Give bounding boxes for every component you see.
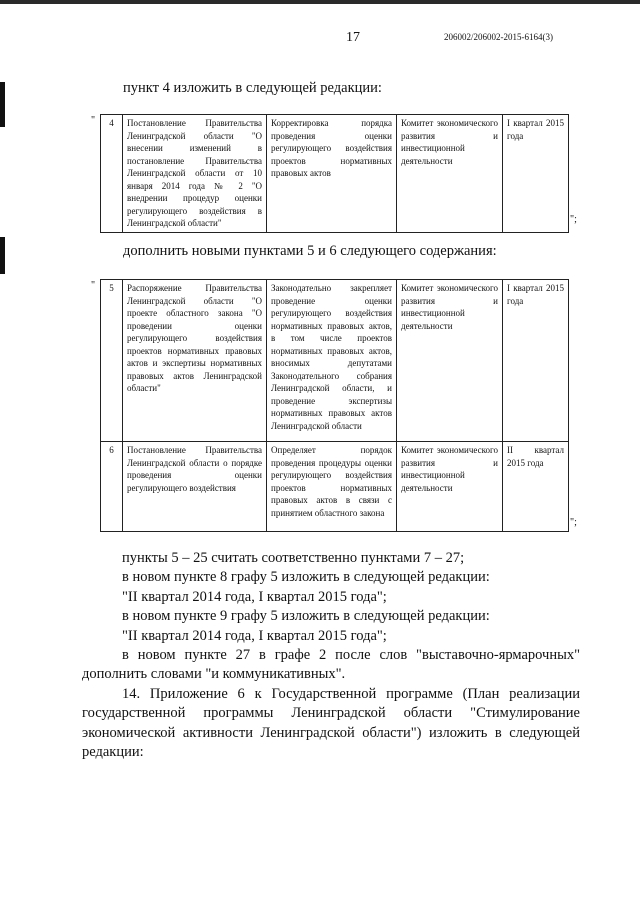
- cell-deadline: I квартал 2015 года: [503, 115, 569, 233]
- document-id: 206002/206002-2015-6164(3): [444, 32, 553, 42]
- paragraph: "II квартал 2014 года, I квартал 2015 года";: [122, 627, 387, 644]
- section2-heading: дополнить новыми пунктами 5 и 6 следующего содержания:: [123, 243, 497, 259]
- cell-number: 5: [101, 280, 123, 442]
- paragraph: в новом пункте 27 в графе 2 после слов "выставочно-ярмарочных" дополнить словами "и коммуникативных".: [82, 647, 580, 683]
- paragraph: 14. Приложение 6 к Государственной программе (План реализации государственной программы Ленинградской области "Стимулирование экономической активности Ленинградской области") изложить в следующей редакции:: [82, 685, 580, 761]
- scan-top-edge: [0, 0, 640, 4]
- cell-description: Корректировка порядка проведения оценки регулирующего воздействия проектов нормативных правовых актов: [267, 115, 397, 233]
- paragraph: в новом пункте 8 графу 5 изложить в следующей редакции:: [122, 569, 490, 586]
- table-row: [101, 280, 569, 442]
- table-point-4: [100, 114, 569, 233]
- paragraph: "II квартал 2014 года, I квартал 2015 года";: [122, 588, 387, 605]
- cell-description: Законодательно закрепляет проведение оценки регулирующего воздействия нормативных правовых актов, в том числе проектов нормативных правовых актов, вносимых депутатами Законодательного собрания Ленинградской области, и проведение экспертизы нормативных правовых актов Ленинградской области: [267, 280, 397, 442]
- cell-description: Определяет порядок проведения процедуры оценки регулирующего воздействия проектов нормативных правовых актов в связи с принятием областного закона: [267, 442, 397, 532]
- cell-document: Постановление Правительства Ленинградской области "О внесении изменений в постановление Правительства Ленинградской области от 10 января 2014 года № 2 "О внедрении процедур оценки регулирующего воздействия в Ленинградской области": [123, 115, 267, 233]
- cell-executor: Комитет экономического развития и инвестиционной деятельности: [397, 115, 503, 233]
- cell-deadline: II квартал 2015 года: [503, 442, 569, 532]
- open-quote: ": [91, 280, 96, 291]
- paragraph: пункты 5 – 25 считать соответственно пунктами 7 – 27;: [122, 550, 465, 566]
- open-quote: ": [91, 115, 96, 126]
- cell-executor: Комитет экономического развития и инвестиционной деятельности: [397, 280, 503, 442]
- scan-left-mark: [0, 82, 5, 127]
- scan-left-mark: [0, 237, 5, 274]
- cell-document: Распоряжение Правительства Ленинградской области "О проекте областного закона "О проведении оценки регулирующего воздействия проектов нормативных правовых актов и экспертизы нормативных правовых актов Ленинградской области": [123, 280, 267, 442]
- table-row: [101, 442, 569, 532]
- section1-heading: пункт 4 изложить в следующей редакции:: [123, 80, 382, 96]
- table-points-5-6: [100, 279, 569, 532]
- close-quote: ";: [570, 214, 577, 225]
- body-text: [82, 549, 580, 762]
- cell-deadline: I квартал 2015 года: [503, 280, 569, 442]
- table-row: [101, 115, 569, 233]
- page-number: 17: [346, 30, 360, 45]
- paragraph: в новом пункте 9 графу 5 изложить в следующей редакции:: [122, 608, 490, 625]
- cell-executor: Комитет экономического развития и инвестиционной деятельности: [397, 442, 503, 532]
- cell-number: 6: [101, 442, 123, 532]
- close-quote: ";: [570, 517, 577, 528]
- cell-document: Постановление Правительства Ленинградской области о порядке проведения оценки регулирующего воздействия: [123, 442, 267, 532]
- cell-number: 4: [101, 115, 123, 233]
